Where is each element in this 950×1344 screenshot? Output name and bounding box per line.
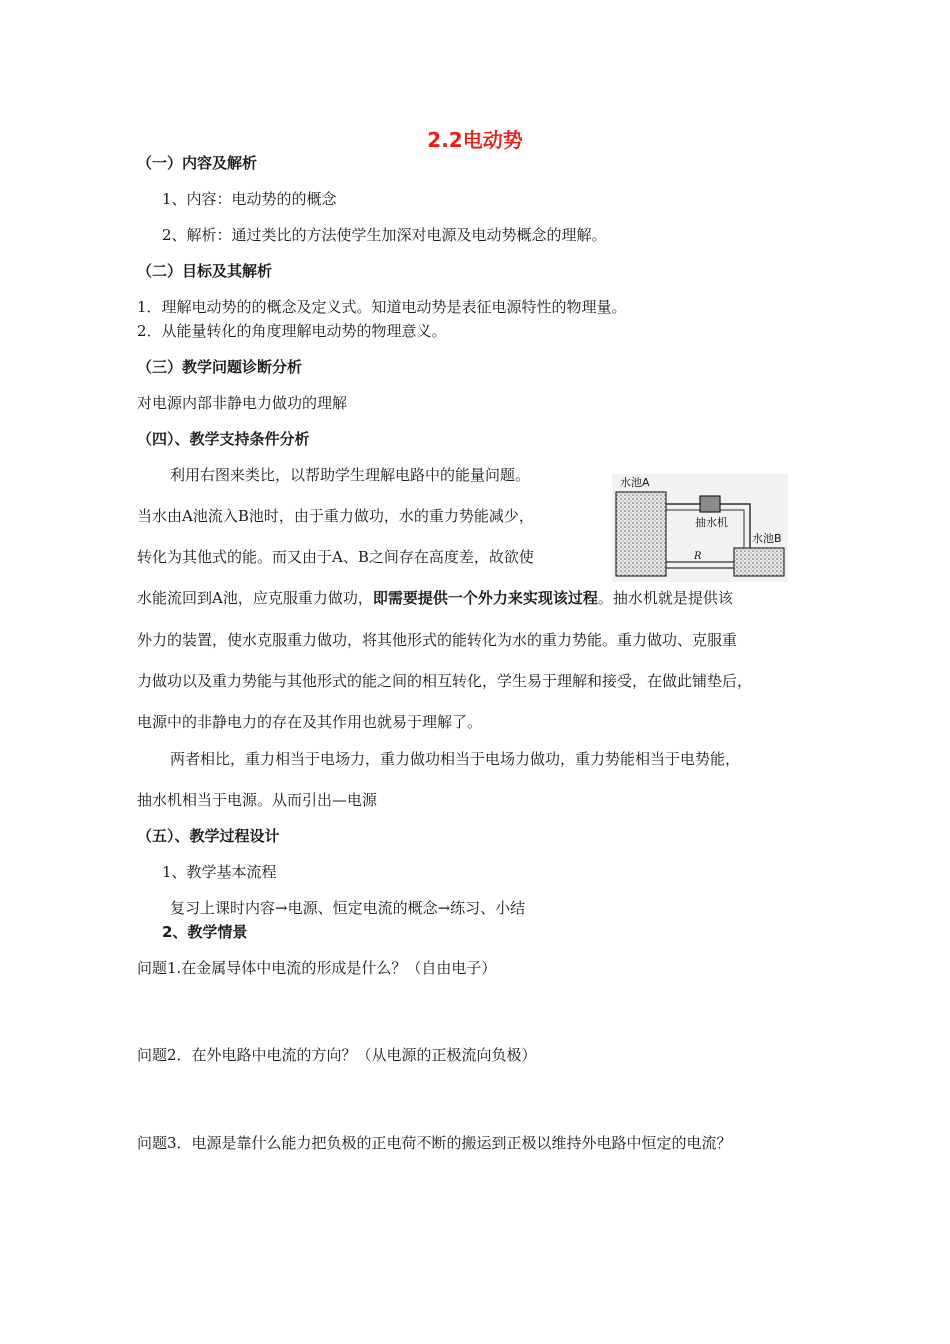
section-5-flow: 复习上课时内容→电源、恒定电流的概念→练习、小结 — [170, 899, 526, 917]
section-2-heading: （二）目标及其解析 — [137, 262, 273, 280]
line-4-part-3: 。抽水机就是提供该 — [597, 589, 733, 607]
question-3: 问题3．电源是靠什么能力把负极的正电荷不断的搬运到正极以维持外电路中恒定的电流？ — [137, 1134, 732, 1152]
section-4-line-4 — [137, 588, 733, 608]
section-4-line-8: 两者相比，重力相当于电场力，重力做功相当于电场力做功，重力势能相当于电势能， — [170, 750, 741, 768]
section-4-line-2: 当水由A池流入B池时，由于重力做功，水的重力势能减少， — [137, 507, 534, 525]
section-4-line-7: 电源中的非静电力的存在及其作用也就易于理解了。 — [137, 713, 483, 731]
section-4-line-9: 抽水机相当于电源。从而引出—电源 — [137, 791, 378, 809]
section-2-item-1: 1．理解电动势的的概念及定义式。知道电动势是表征电源特性的物理量。 — [137, 298, 627, 316]
section-1-heading: （一）内容及解析 — [137, 154, 258, 172]
line-4-emphasis: 即需要提供一个外力来实现该过程 — [372, 589, 598, 607]
pump-box — [700, 496, 720, 512]
section-2-item-2: 2．从能量转化的角度理解电动势的物理意义。 — [137, 322, 447, 340]
pool-b-label: 水池B — [752, 532, 782, 545]
section-4-line-6: 力做功以及重力势能与其他形式的能之间的相互转化，学生易于理解和接受，在做此铺垫后， — [137, 672, 753, 690]
section-1-item-1: 1、内容：电动势的的概念 — [162, 190, 337, 208]
pump-label: 抽水机 — [695, 516, 728, 529]
section-1-item-2: 2、解析：通过类比的方法使学生加深对电源及电动势概念的理解。 — [162, 226, 607, 244]
section-5-sub-2: 2、教学情景 — [162, 923, 248, 941]
pool-b — [734, 548, 784, 576]
water-pump-figure — [612, 474, 788, 582]
section-3-heading: （三）教学问题诊断分析 — [137, 358, 303, 376]
resistor-label: R — [694, 551, 702, 562]
section-4-heading: （四）、教学支持条件分析 — [137, 430, 310, 448]
section-4-line-1: 利用右图来类比，以帮助学生理解电路中的能量问题。 — [170, 466, 531, 484]
section-5-sub-1: 1、教学基本流程 — [162, 863, 277, 881]
section-5-heading: （五）、教学过程设计 — [137, 827, 280, 845]
section-4-line-3: 转化为其他式的能。而又由于A、B之间存在高度差，故欲使 — [137, 548, 534, 566]
water-pump-diagram — [612, 474, 788, 582]
page-title: 2.2电动势 — [427, 128, 523, 152]
question-1: 问题1.在金属导体中电流的形成是什么？（自由电子） — [137, 959, 497, 977]
section-3-text: 对电源内部非静电力做功的理解 — [137, 394, 348, 412]
pool-a-label: 水池A — [620, 476, 650, 489]
line-4-part-1: 水能流回到A池，应克服重力做功， — [137, 589, 373, 607]
pool-a — [616, 492, 666, 576]
question-2: 问题2．在外电路中电流的方向？（从电源的正极流向负极） — [137, 1046, 537, 1064]
section-4-line-5: 外力的装置，使水克服重力做功，将其他形式的能转化为水的重力势能。重力做功、克服重 — [137, 631, 738, 649]
